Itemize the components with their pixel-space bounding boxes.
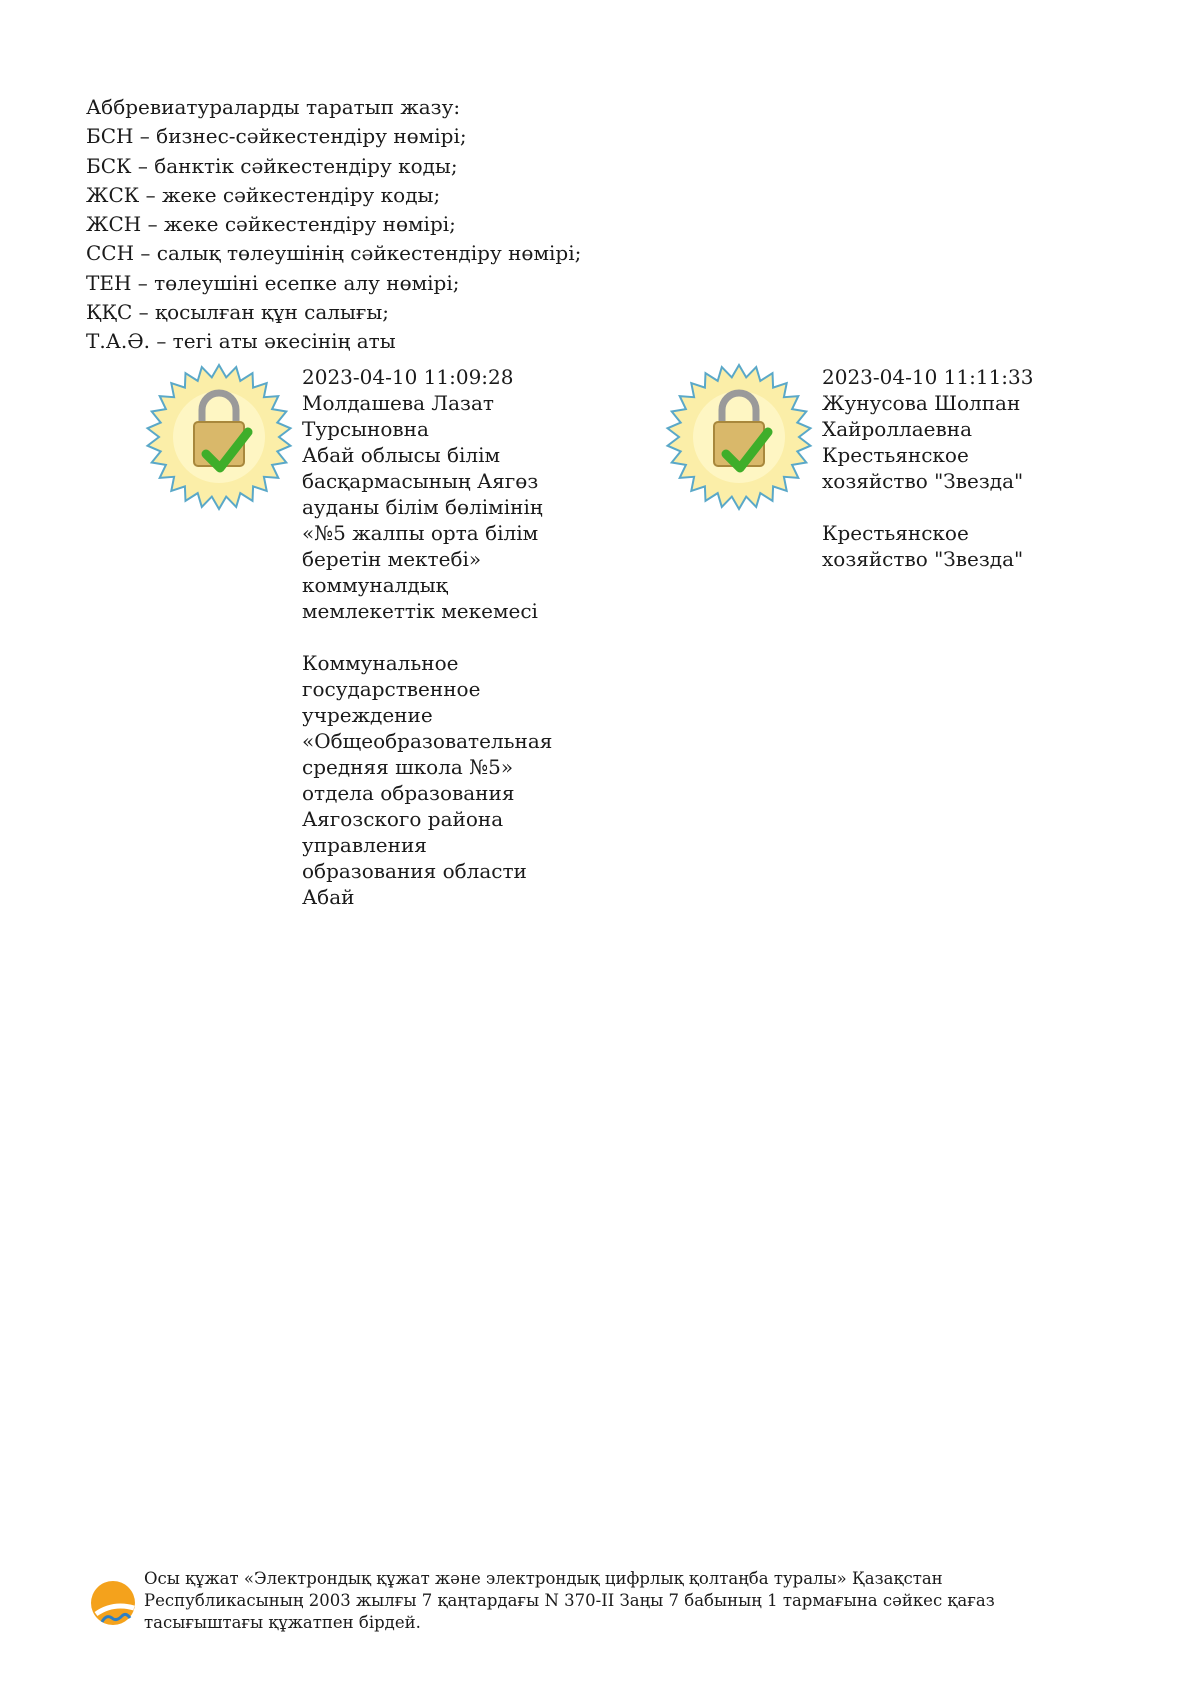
padlock-checkmark-seal-icon <box>144 362 294 512</box>
footer-line: Осы құжат «Электрондық құжат және электрондық цифрлық қолтаңба туралы» Қазақстан <box>144 1569 943 1588</box>
abbreviation-item: ЖСК – жеке сәйкестендіру коды; <box>86 182 441 207</box>
signature-line: Крестьянское <box>822 521 969 545</box>
signature-line: «№5 жалпы орта білім <box>302 521 539 545</box>
signature-line: Турсыновна <box>302 417 429 441</box>
signature-line: учреждение <box>302 703 433 727</box>
signature-line: Абай облысы білім <box>302 443 501 467</box>
signature-line: мемлекеттік мекемесі <box>302 599 538 623</box>
footer-text <box>144 1568 995 1634</box>
signature-line: Хайроллаевна <box>822 417 973 441</box>
signature-line: Коммунальное <box>302 651 459 675</box>
signature-line: образования области <box>302 859 527 883</box>
signature-line <box>822 494 1034 520</box>
signature-text <box>302 364 552 910</box>
signature-datetime: 2023-04-10 11:09:28 <box>302 365 514 389</box>
abbreviation-item: Т.А.Ә. – тегі аты әкесінің аты <box>86 329 396 354</box>
signature-line: государственное <box>302 677 481 701</box>
signature-line: коммуналдық <box>302 573 448 597</box>
footer-line: тасығыштағы құжатпен бірдей. <box>144 1613 421 1632</box>
signature-line: басқармасының Аягөз <box>302 469 539 493</box>
abbreviations-block <box>86 93 581 357</box>
signature-line: Молдашева Лазат <box>302 391 494 415</box>
signature-line: Абай <box>302 885 355 909</box>
abbreviation-item: БСК – банктік сәйкестендіру коды; <box>86 153 458 178</box>
signature-line: средняя школа №5» <box>302 755 514 779</box>
abbreviation-item: ЖСН – жеке сәйкестендіру нөмірі; <box>86 212 456 237</box>
signature-line: хозяйство "Звезда" <box>822 547 1024 571</box>
signature-line <box>302 624 552 650</box>
abbreviations-heading: Аббревиатураларды таратып жазу: <box>86 95 461 119</box>
padlock-checkmark-seal-icon <box>664 362 814 512</box>
signature-line: управления <box>302 833 427 857</box>
signature-line: ауданы білім бөлімінің <box>302 495 543 519</box>
signature-datetime: 2023-04-10 11:11:33 <box>822 365 1034 389</box>
signature-line: Жунусова Шолпан <box>822 391 1021 415</box>
signature-text <box>822 364 1034 572</box>
signature-line: «Общеобразовательная <box>302 729 553 753</box>
abbreviation-item: ҚҚС – қосылған құн салығы; <box>86 300 390 325</box>
abbreviation-item: ССН – салық төлеушінің сәйкестендіру нөмірі; <box>86 241 582 266</box>
signature-line: отдела образования <box>302 781 515 805</box>
footer-line: Республикасының 2003 жылғы 7 қаңтардағы N 370-II Заңы 7 бабының 1 тармағына сәйкес қағаз <box>144 1591 995 1610</box>
egov-sun-logo-icon <box>88 1578 138 1628</box>
signature-line: Аягозского района <box>302 807 504 831</box>
abbreviation-item: ТЕН – төлеушіні есепке алу нөмірі; <box>86 270 460 295</box>
signature-line: Крестьянское <box>822 443 969 467</box>
signature-line: беретін мектебі» <box>302 547 482 571</box>
signature-line: хозяйство "Звезда" <box>822 469 1024 493</box>
abbreviation-item: БСН – бизнес-сәйкестендіру нөмірі; <box>86 124 467 149</box>
